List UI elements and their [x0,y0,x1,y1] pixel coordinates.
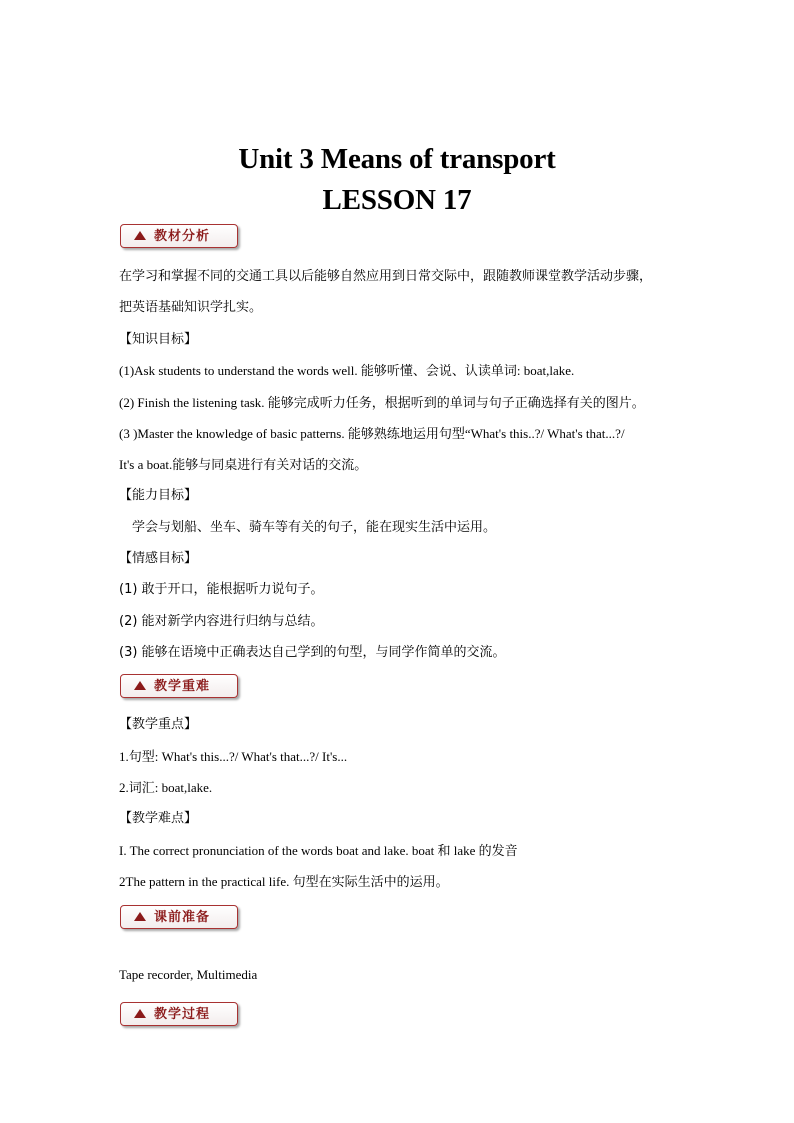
badge-label: 课前准备 [154,910,211,925]
ability-heading: 【能力目标】 [119,488,198,503]
lesson-title: LESSON 17 [322,184,472,216]
focus-item-2: 2.词汇: boat,lake. [119,780,213,795]
section-badge-analysis [120,224,238,248]
triangle-icon [134,231,146,240]
badge-label: 教材分析 [154,229,211,244]
emotion-item-3: (3) 能够在语境中正确表达自己学到的句型，与同学作简单的交流。 [119,645,506,660]
section-badge-key-points [120,674,238,698]
triangle-icon [134,912,146,921]
triangle-icon [134,681,146,690]
knowledge-item-3: (3 )Master the knowledge of basic patterns. 能够熟练地运用句型“What's this..?/ What's that...?/ [119,426,625,441]
difficulty-item-2: 2The pattern in the practical life. 句型在实际生活中的运用。 [119,874,449,889]
difficulty-item-1: I. The correct pronunciation of the words boat and lake. boat 和 lake 的发音 [119,843,518,858]
knowledge-item-2: (2) Finish the listening task. 能够完成听力任务，根据听到的单词与句子正确选择有关的图片。 [119,395,645,410]
badge-label: 教学重难 [154,679,211,694]
focus-heading: 【教学重点】 [119,717,198,732]
ability-text: 学会与划船、坐车、骑车等有关的句子，能在现实生活中运用。 [132,520,497,535]
badge-label: 教学过程 [154,1007,211,1022]
section-badge-process [120,1002,238,1026]
focus-item-1: 1.句型: What's this...?/ What's that...?/ It's... [119,749,348,764]
unit-title: Unit 3 Means of transport [238,143,556,175]
preparation-text: Tape recorder, Multimedia [119,967,258,982]
difficulty-heading: 【教学难点】 [119,811,198,826]
analysis-line-2: 把英语基础知识学扎实。 [119,300,263,315]
emotion-item-2: (2) 能对新学内容进行归纳与总结。 [119,614,324,629]
analysis-line-1: 在学习和掌握不同的交通工具以后能够自然应用到日常交际中，跟随教师课堂教学活动步骤， [119,269,653,284]
section-badge-preparation [120,905,238,929]
knowledge-heading: 【知识目标】 [119,332,198,347]
knowledge-item-4: It's a boat.能够与同桌进行有关对话的交流。 [119,457,368,472]
emotion-item-1: (1) 敢于开口，能根据听力说句子。 [119,582,324,597]
triangle-icon [134,1009,146,1018]
emotion-heading: 【情感目标】 [119,551,198,566]
knowledge-item-1: (1)Ask students to understand the words well. 能够听懂、会说、认读单词: boat,lake. [119,363,575,378]
